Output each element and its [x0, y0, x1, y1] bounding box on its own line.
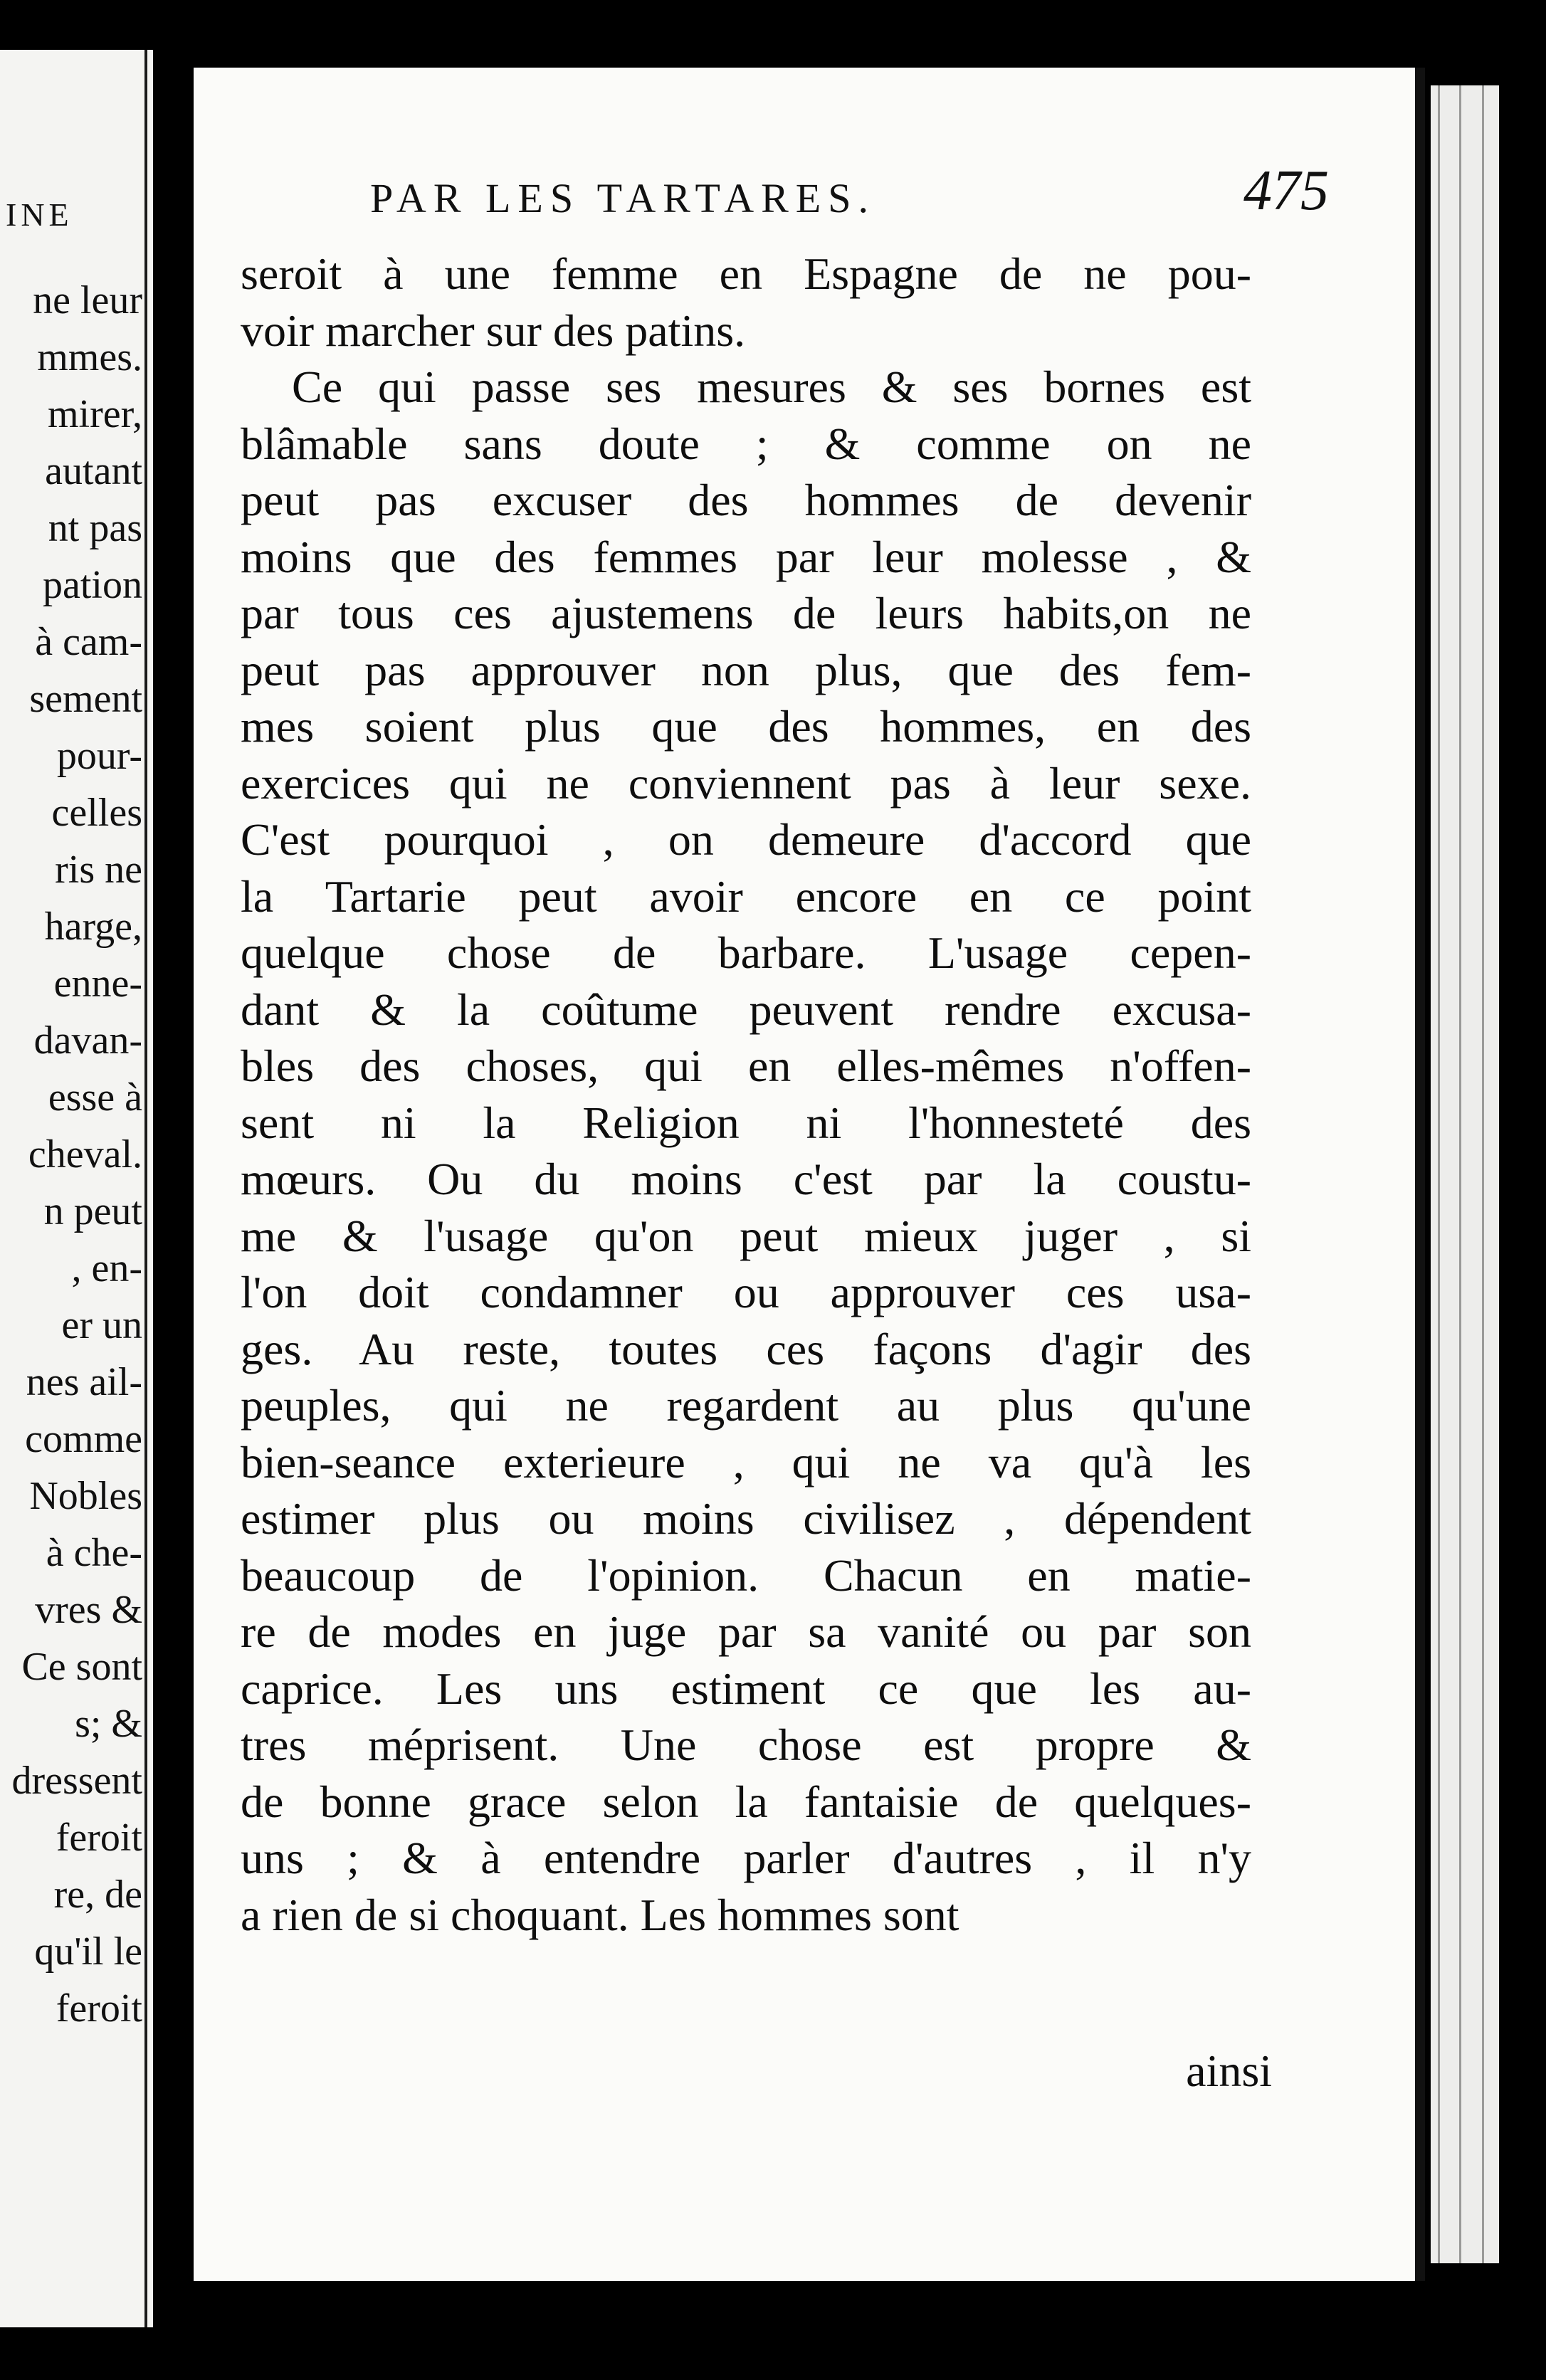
- text-line: blâmable sans doute ; & comme on ne: [241, 418, 1251, 469]
- text-line: a rien de si choquant. Les hommes sont: [241, 1889, 959, 1940]
- previous-page-line: à che-: [46, 1531, 142, 1575]
- text-line: ges. Au reste, toutes ces façons d'agir des: [241, 1323, 1251, 1374]
- catchword: ainsi: [1186, 2045, 1272, 2096]
- previous-page-line: esse à: [48, 1075, 142, 1120]
- text-line: la Tartarie peut avoir encore en ce point: [241, 870, 1251, 922]
- previous-page-line: qu'il le: [34, 1929, 142, 1974]
- previous-page-line: pation: [43, 563, 142, 607]
- page: [194, 68, 1425, 2281]
- text-line: bles des choses, qui en elles-mêmes n'offen-: [241, 1041, 1251, 1091]
- text-line: dant & la coûtume peuvent rendre excusa-: [241, 984, 1251, 1035]
- previous-page-line: dressent: [11, 1759, 142, 1803]
- text-line: exercices qui ne conviennent pas à leur sexe.: [241, 757, 1251, 809]
- page-number: 475: [1243, 159, 1329, 222]
- previous-page-fragment: [0, 50, 153, 2327]
- body-text: [241, 246, 1251, 1943]
- text-line: re de modes en juge par sa vanité ou par son: [241, 1606, 1251, 1657]
- previous-page-line: vres &: [35, 1588, 142, 1632]
- text-line: peuples, qui ne regardent au plus qu'une: [241, 1380, 1251, 1431]
- previous-page-line: enne-: [53, 962, 142, 1006]
- previous-page-line: mmes.: [37, 335, 142, 379]
- text-line: moins que des femmes par leur molesse , &: [241, 531, 1251, 582]
- previous-page-line: sement: [29, 677, 142, 721]
- gutter-line: [144, 50, 147, 2327]
- text-line: peut pas approuver non plus, que des fem-: [241, 644, 1251, 695]
- text-line: sent ni la Religion ni l'honnesteté des: [241, 1097, 1251, 1148]
- previous-page-running-head: INE: [6, 196, 73, 233]
- previous-page-line: n peut: [43, 1189, 142, 1233]
- text-line: caprice. Les uns estiment ce que les au-: [241, 1663, 1251, 1714]
- text-line: uns ; & à entendre parler d'autres , il n'y: [241, 1833, 1251, 1883]
- text-line: Ce qui passe ses mesures & ses bornes est: [292, 362, 1251, 412]
- text-line: l'on doit condamner ou approuver ces usa-: [241, 1267, 1251, 1317]
- previous-page-line: s; &: [75, 1702, 142, 1746]
- previous-page-text: [0, 272, 142, 2037]
- page-border: [1415, 68, 1425, 2281]
- page-edge-strip: [1431, 85, 1499, 2263]
- text-line: quelque chose de barbare. L'usage cepen-: [241, 927, 1251, 978]
- text-line: seroit à une femme en Espagne de ne pou-: [241, 248, 1251, 299]
- text-line: peut pas excuser des hommes de devenir: [241, 475, 1251, 525]
- text-line: mœurs. Ou du moins c'est par la coustu-: [241, 1154, 1251, 1204]
- previous-page-line: , en-: [71, 1246, 142, 1290]
- text-line: tres méprisent. Une chose est propre &: [241, 1720, 1251, 1770]
- previous-page-line: autant: [45, 449, 142, 493]
- previous-page-line: harge,: [44, 905, 142, 949]
- text-line: estimer plus ou moins civilisez , dépendent: [241, 1493, 1251, 1544]
- previous-page-line: re, de: [53, 1873, 142, 1917]
- text-line: me & l'usage qu'on peut mieux juger , si: [241, 1210, 1251, 1261]
- previous-page-line: er un: [61, 1303, 142, 1347]
- previous-page-line: nes ail-: [26, 1360, 142, 1404]
- previous-page-line: ne leur: [33, 278, 142, 322]
- previous-page-line: Nobles: [29, 1474, 142, 1518]
- previous-page-line: Ce sont: [21, 1645, 142, 1689]
- previous-page-line: à cam-: [35, 620, 142, 664]
- text-line: voir marcher sur des patins.: [241, 305, 746, 356]
- previous-page-line: mirer,: [47, 392, 142, 436]
- previous-page-line: ris ne: [55, 848, 142, 892]
- previous-page-line: feroit: [56, 1986, 142, 2031]
- previous-page-line: celles: [51, 791, 142, 835]
- text-line: par tous ces ajustemens de leurs habits,on ne: [241, 588, 1251, 638]
- running-head: PAR LES TARTARES.: [370, 175, 875, 221]
- previous-page-line: feroit: [56, 1816, 142, 1860]
- text-line: bien-seance exterieure , qui ne va qu'à les: [241, 1436, 1251, 1488]
- previous-page-line: cheval.: [28, 1132, 142, 1176]
- previous-page-line: comme: [25, 1417, 142, 1461]
- text-line: de bonne grace selon la fantaisie de quelques-: [241, 1776, 1251, 1827]
- previous-page-line: nt pas: [48, 506, 142, 550]
- text-line: C'est pourquoi , on demeure d'accord que: [241, 814, 1251, 865]
- text-line: beaucoup de l'opinion. Chacun en matie-: [241, 1549, 1251, 1601]
- previous-page-line: davan-: [33, 1018, 142, 1063]
- text-line: mes soient plus que des hommes, en des: [241, 701, 1251, 752]
- previous-page-line: pour-: [56, 734, 142, 778]
